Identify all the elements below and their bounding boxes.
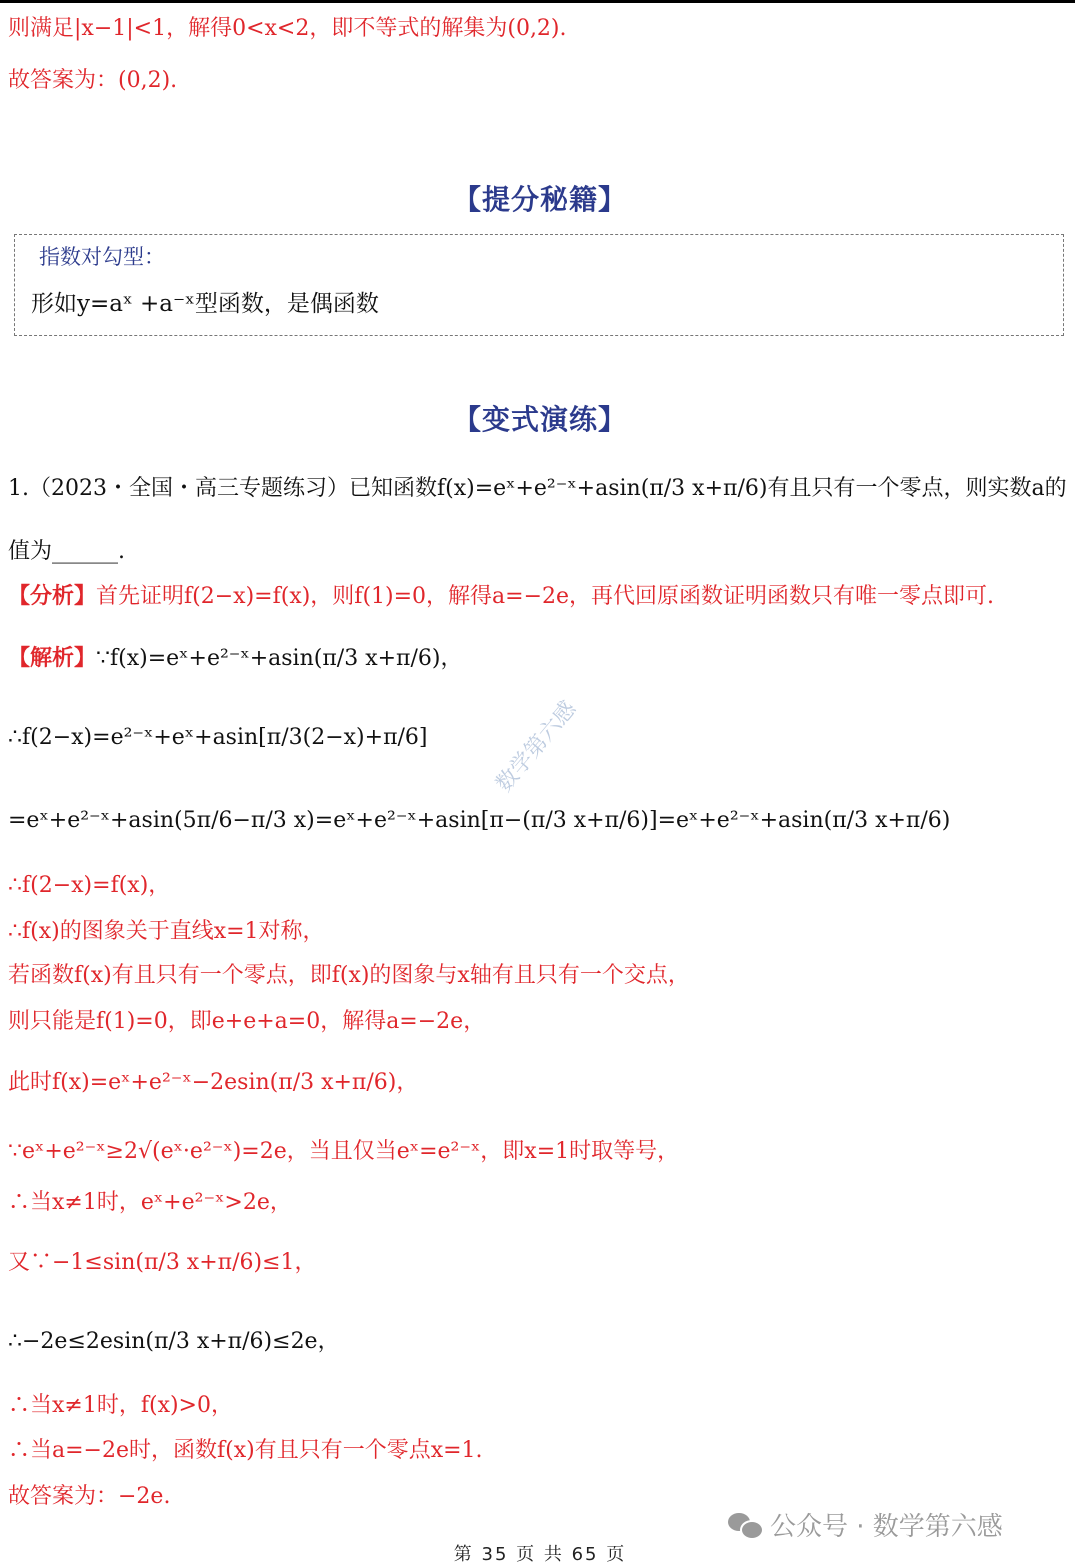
section-heading: 【变式演练】 — [452, 403, 627, 436]
brand-text: 公众号 · 数学第六感 — [770, 1512, 1003, 1542]
text-line: 故答案为：(0,2). — [8, 68, 178, 93]
solution-line: ∴当a=−2e时，函数f(x)有且只有一个零点x=1. — [8, 1438, 483, 1463]
solution-line: 若函数f(x)有且只有一个零点，即f(x)的图象与x轴有且只有一个交点， — [8, 963, 690, 988]
analysis-text: 首先证明f(2−x)=f(x)，则f(1)=0，解得a=−2e，再代回原函数证明函数只有唯一零点即可. — [96, 584, 995, 609]
solution-line: ∵eˣ+e²⁻ˣ≥2√(eˣ·e²⁻ˣ)=2e，当且仅当eˣ=e²⁻ˣ，即x=1时取等号， — [8, 1139, 680, 1164]
top-rule — [0, 0, 1075, 3]
solution-line: ∴f(x)的图象关于直线x=1对称， — [8, 919, 325, 944]
tip-box-body: 形如y=aˣ +a⁻ˣ型函数，是偶函数 — [31, 291, 379, 317]
solution-label: 【解析】 — [8, 645, 97, 671]
wechat-icon — [728, 1510, 762, 1540]
problem-statement: 值为______. — [8, 539, 125, 564]
analysis-line — [8, 581, 994, 612]
solution-line: 则只能是f(1)=0，即e+e+a=0，解得a=−2e， — [8, 1009, 486, 1034]
solution-line: 又∵−1≤sin(π/3 x+π/6)≤1， — [8, 1250, 317, 1275]
tip-box-title: 指数对勾型： — [39, 245, 165, 269]
text-line: 则满足|x−1|<1，解得0<x<2，即不等式的解集为(0,2). — [8, 16, 567, 41]
solution-line: 故答案为：−2e. — [8, 1484, 171, 1509]
solution-line: ∴当x≠1时，eˣ+e²⁻ˣ>2e， — [8, 1190, 292, 1215]
solution-text: ∵f(x)=eˣ+e²⁻ˣ+asin(π/3 x+π/6)， — [96, 646, 463, 671]
solution-line: ∴f(2−x)=e²⁻ˣ+eˣ+asin[π/3(2−x)+π/6] — [8, 725, 428, 750]
section-heading: 【提分秘籍】 — [452, 183, 627, 216]
page-number: 第 35 页 共 65 页 — [453, 1544, 627, 1565]
wechat-brand — [728, 1506, 1003, 1543]
watermark-text: 数学第六感 — [491, 696, 582, 797]
solution-line: ∴−2e≤2esin(π/3 x+π/6)≤2e， — [8, 1329, 340, 1354]
problem-statement: 1.（2023・全国・高三专题练习）已知函数f(x)=eˣ+e²⁻ˣ+asin(π/3 x+π/6)有且只有一个零点，则实数a的 — [8, 476, 1067, 501]
solution-line — [8, 643, 463, 674]
tip-box — [14, 234, 1064, 336]
solution-line: =eˣ+e²⁻ˣ+asin(5π/6−π/3 x)=eˣ+e²⁻ˣ+asin[π−(π/3 x+π/6)]=eˣ+e²⁻ˣ+asin(π/3 x+π/6) — [8, 808, 951, 833]
solution-line: ∴f(2−x)=f(x)， — [8, 873, 171, 898]
solution-line: 此时f(x)=eˣ+e²⁻ˣ−2esin(π/3 x+π/6)， — [8, 1070, 419, 1095]
solution-line: ∴当x≠1时，f(x)>0， — [8, 1393, 233, 1418]
analysis-label: 【分析】 — [8, 583, 97, 609]
